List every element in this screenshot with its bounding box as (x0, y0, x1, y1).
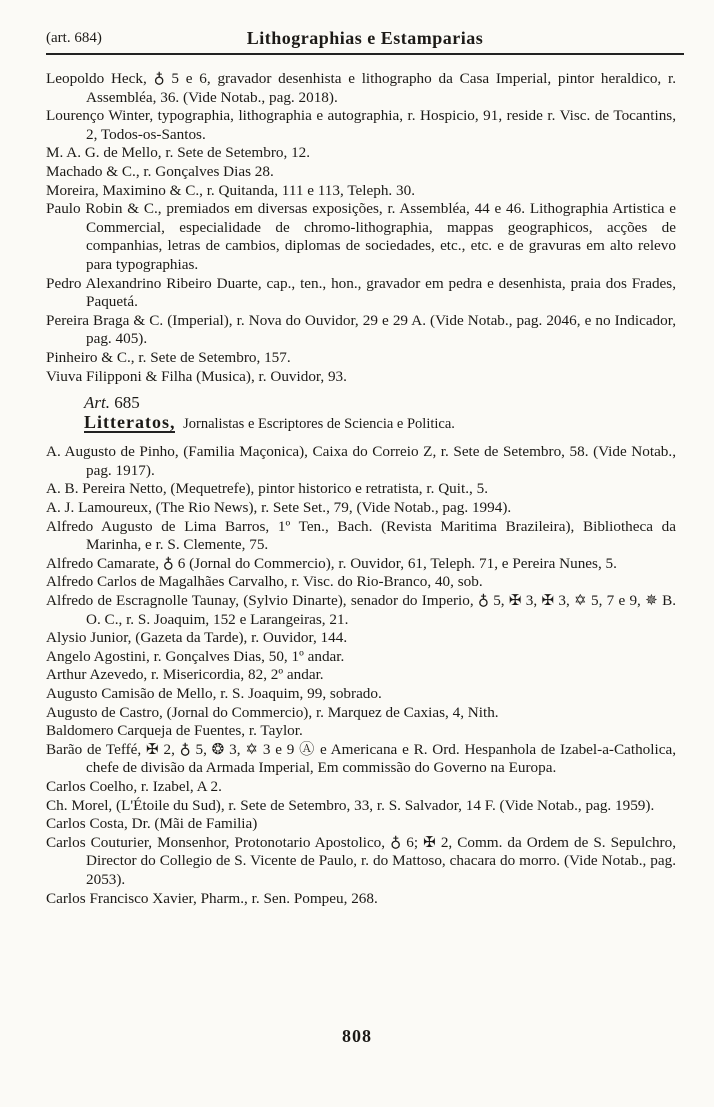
directory-entry: Carlos Costa, Dr. (Mãi de Familia) (46, 815, 258, 833)
section-heading (46, 413, 676, 434)
article-reference: (art. 684) (46, 30, 102, 46)
directory-entry: Carlos Coelho, r. Izabel, A 2. (46, 777, 222, 795)
directory-entry: Alfredo Carlos de Magalhães Carvalho, r. Visc. do Rio-Branco, 40, sob. (46, 573, 483, 591)
directory-entry: Ch. Morel, (L'Étoile du Sud), r. Sete de Setembro, 33, r. S. Salvador, 14 F. (Vide Notab., pag. 1959). (46, 796, 655, 814)
directory-entry: Carlos Couturier, Monsenhor, Protonotario Apostolico, ♁ 6; ✠ 2, Comm. da Ordem de S. Sepulchro, Director do Collegio de S. Vicente de Paulo, r. do Mattoso, chacara do morro. (Vide Notab., pag. 2053). (46, 833, 676, 888)
directory-entry: Angelo Agostini, r. Gonçalves Dias, 50, 1º andar. (46, 647, 345, 665)
directory-entry: Alfredo Augusto de Lima Barros, 1º Ten., Bach. (Revista Maritima Brazileira), Bibliotheca da Marinha, e r. S. Clemente, 75. (46, 517, 676, 554)
directory-entry: Leopoldo Heck, ♁ 5 e 6, gravador desenhista e lithographo da Casa Imperial, pintor heraldico, r. Assembléa, 36. (Vide Notab., pag. 2018). (46, 70, 676, 106)
directory-entry: Augusto de Castro, (Jornal do Commercio), r. Marquez de Caxias, 4, Nith. (46, 703, 499, 721)
directory-entry: Alysio Junior, (Gazeta da Tarde), r. Ouvidor, 144. (46, 629, 348, 647)
directory-entry: Paulo Robin & C., premiados em diversas exposições, r. Assembléa, 44 e 46. Lithographia Artistica e Commercial, especialidade de chromo-lithographia, mappas geographicos, acções de companhias, letras de cambios, diplomas de sociedades, etc., etc. e de gravuras em alto relevo para typographias. (46, 200, 676, 273)
directory-entry: Arthur Azevedo, r. Misericordia, 82, 2º andar. (46, 666, 324, 684)
page-header (46, 30, 684, 52)
directory-entry: A. J. Lamoureux, (The Rio News), r. Sete Set., 79, (Vide Notab., pag. 1994). (46, 499, 512, 517)
page-content (46, 70, 676, 908)
header-rule (46, 53, 684, 55)
directory-entry: Barão de Teffé, ✠ 2, ♁ 5, ❂ 3, ✡ 3 e 9 Ⓐ e Americana e R. Ord. Hespanhola de Izabel-a-Catholica, chefe de divisão da Armada Imperial, Em commissão do Governo na Europa. (46, 740, 676, 777)
directory-entry: Pinheiro & C., r. Sete de Setembro, 157. (46, 348, 291, 366)
directory-entry: A. B. Pereira Netto, (Mequetrefe), pintor historico e retratista, r. Quit., 5. (46, 480, 488, 498)
directory-entry: Augusto Camisão de Mello, r. S. Joaquim, 99, sobrado. (46, 685, 382, 702)
litteratos-list (46, 443, 676, 908)
directory-entry: Baldomero Carqueja de Fuentes, r. Taylor. (46, 722, 303, 740)
directory-entry: A. Augusto de Pinho, (Familia Maçonica), Caixa do Correio Z, r. Sete de Setembro, 58. (Vide Notab., pag. 1917). (46, 443, 676, 479)
page-title: Lithographias e Estamparias (246, 28, 484, 48)
section-title: Litteratos, (84, 411, 176, 432)
section-article-label: Art. 685 (84, 393, 140, 413)
directory-entry: Moreira, Maximino & C., r. Quitanda, 111 e 113, Teleph. 30. (46, 181, 415, 199)
directory-entry: Lourenço Winter, typographia, lithographia e autographia, r. Hospicio, 91, reside r. Visc. de Tocantins, 2, Todos-os-Santos. (46, 107, 676, 143)
directory-entry: M. A. G. de Mello, r. Sete de Setembro, 12. (46, 144, 311, 162)
directory-entry: Machado & C., r. Gonçalves Dias 28. (46, 162, 274, 180)
directory-entry: Carlos Francisco Xavier, Pharm., r. Sen. Pompeu, 268. (46, 889, 378, 907)
section-subtitle: Jornalistas e Escriptores de Sciencia e Politica. (183, 415, 455, 432)
page-number: 808 (342, 1026, 372, 1046)
directory-entry: Viuva Filipponi & Filha (Musica), r. Ouvidor, 93. (46, 367, 347, 385)
directory-entry: Alfredo Camarate, ♁ 6 (Jornal do Commercio), r. Ouvidor, 61, Teleph. 71, e Pereira Nunes, 5. (46, 554, 617, 572)
directory-entry: Alfredo de Escragnolle Taunay, (Sylvio Dinarte), senador do Imperio, ♁ 5, ✠ 3, ✠ 3, ✡ 5, 7 e 9, ✵ B. O. C., r. S. Joaquim, 152 e Larangeiras, 21. (46, 592, 676, 628)
directory-entry: Pereira Braga & C. (Imperial), r. Nova do Ouvidor, 29 e 29 A. (Vide Notab., pag. 2046, e no Indicador, pag. 405). (46, 311, 676, 348)
lithographias-list (46, 70, 676, 386)
directory-entry: Pedro Alexandrino Ribeiro Duarte, cap., ten., hon., gravador em pedra e desenhista, praia dos Frades, Paquetá. (46, 274, 676, 311)
